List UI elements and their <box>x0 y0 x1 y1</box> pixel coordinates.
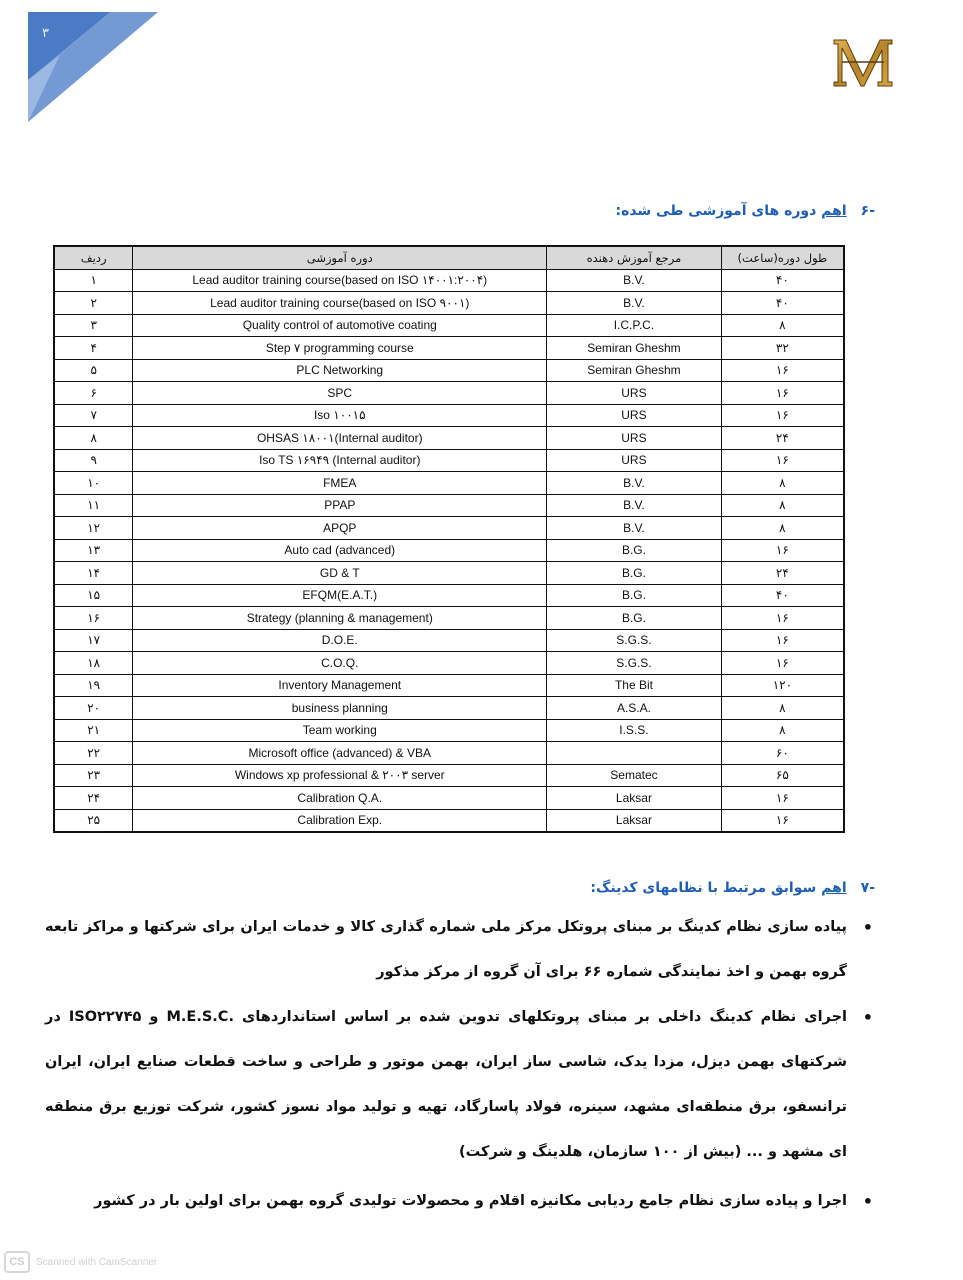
section-6-title: دوره های آموزشی طی شده: <box>615 203 822 219</box>
cell-provider: A.S.A. <box>547 697 722 720</box>
cell-row-number: ۱۲ <box>54 517 133 540</box>
cell-hours: ۱۶ <box>721 629 844 652</box>
page-number: ۳ <box>42 26 49 41</box>
table-row <box>54 809 844 832</box>
cell-course: Microsoft office (advanced) & VBA <box>133 742 547 765</box>
cell-hours: ۴۰ <box>721 269 844 292</box>
cell-course: Quality control of automotive coating <box>133 314 547 337</box>
cell-hours: ۲۴ <box>721 562 844 585</box>
table-row <box>54 269 844 292</box>
cell-course: EFQM(E.A.T.) <box>133 584 547 607</box>
table-row <box>54 359 844 382</box>
cell-course: business planning <box>133 697 547 720</box>
cell-row-number: ۱۵ <box>54 584 133 607</box>
table-row <box>54 562 844 585</box>
cell-course: PPAP <box>133 494 547 517</box>
cell-hours: ۱۶ <box>721 607 844 630</box>
cell-row-number: ۷ <box>54 404 133 427</box>
cell-hours: ۸ <box>721 494 844 517</box>
cell-provider: I.S.S. <box>547 719 722 742</box>
section-7-title: سوابق مرتبط با نظامهای کدینگ: <box>590 880 822 896</box>
cell-row-number: ۳ <box>54 314 133 337</box>
cell-course: FMEA <box>133 472 547 495</box>
table-row <box>54 584 844 607</box>
table-row <box>54 787 844 810</box>
cell-row-number: ۱۷ <box>54 629 133 652</box>
cell-provider: B.G. <box>547 539 722 562</box>
header-hours: طول دوره(ساعت) <box>721 246 844 269</box>
section-7-number: -۷ <box>860 880 875 896</box>
cell-hours: ۳۲ <box>721 337 844 360</box>
cell-hours: ۸ <box>721 697 844 720</box>
camscanner-text: Scanned with CamScanner <box>36 1256 158 1268</box>
cell-provider: B.G. <box>547 584 722 607</box>
list-item: • اجرا و پیاده سازی نظام جامع ردیابی مکانیزه اقلام و محصولات تولیدی گروه بهمن برای اولین بار در کشور <box>45 1179 875 1224</box>
table-row <box>54 472 844 495</box>
table-row <box>54 674 844 697</box>
list-item: • پیاده سازی نظام کدینگ بر مبنای پروتکل مرکز ملی شماره گذاری کالا و خدمات ایران برای شرکتها و مراکز تابعه گروه بهمن و اخذ نمایندگی شماره ۶۶ برای آن گروه از مرکز مذکور <box>45 905 875 995</box>
cell-course: Team working <box>133 719 547 742</box>
table-row <box>54 494 844 517</box>
cell-row-number: ۱۳ <box>54 539 133 562</box>
cell-provider: Sematec <box>547 764 722 787</box>
table-row <box>54 764 844 787</box>
cell-row-number: ۵ <box>54 359 133 382</box>
header-course: دوره آموزشی <box>133 246 547 269</box>
cell-provider: I.C.P.C. <box>547 314 722 337</box>
cell-hours: ۱۶ <box>721 382 844 405</box>
table-row <box>54 382 844 405</box>
corner-decoration <box>0 0 170 130</box>
table-row <box>54 292 844 315</box>
section-6-number: -۶ <box>860 203 875 219</box>
cell-provider: B.V. <box>547 494 722 517</box>
cell-hours: ۸ <box>721 472 844 495</box>
cell-hours: ۱۶ <box>721 404 844 427</box>
table-row <box>54 742 844 765</box>
cell-row-number: ۸ <box>54 427 133 450</box>
cell-hours: ۶۵ <box>721 764 844 787</box>
cell-hours: ۱۶ <box>721 359 844 382</box>
cell-course: Auto cad (advanced) <box>133 539 547 562</box>
cell-provider: B.G. <box>547 607 722 630</box>
cell-course: C.O.Q. <box>133 652 547 675</box>
cell-hours: ۴۰ <box>721 584 844 607</box>
cell-row-number: ۱۰ <box>54 472 133 495</box>
cell-course: APQP <box>133 517 547 540</box>
cell-row-number: ۶ <box>54 382 133 405</box>
table-row <box>54 539 844 562</box>
cell-course: GD & T <box>133 562 547 585</box>
cell-hours: ۱۶ <box>721 539 844 562</box>
cell-row-number: ۲ <box>54 292 133 315</box>
table-row <box>54 652 844 675</box>
cell-provider: Semiran Gheshm <box>547 337 722 360</box>
camscanner-watermark <box>4 1251 157 1273</box>
table-header-row <box>54 246 844 269</box>
cell-row-number: ۲۲ <box>54 742 133 765</box>
cell-course: SPC <box>133 382 547 405</box>
cell-course: Inventory Management <box>133 674 547 697</box>
cell-provider: URS <box>547 427 722 450</box>
cell-course: Step ۷ programming course <box>133 337 547 360</box>
cell-provider: B.V. <box>547 517 722 540</box>
table-row <box>54 427 844 450</box>
cell-provider <box>547 742 722 765</box>
cell-course: Iso TS ۱۶۹۴۹ (Internal auditor) <box>133 449 547 472</box>
cell-hours: ۶۰ <box>721 742 844 765</box>
table-row <box>54 629 844 652</box>
cell-row-number: ۱۱ <box>54 494 133 517</box>
cell-provider: B.V. <box>547 472 722 495</box>
cell-hours: ۱۶ <box>721 652 844 675</box>
cell-provider: Laksar <box>547 787 722 810</box>
cell-course: Windows xp professional & ۲۰۰۳ server <box>133 764 547 787</box>
cell-course: D.O.E. <box>133 629 547 652</box>
list-item: • اجرای نظام کدینگ داخلی بر مبنای پروتکلهای تدوین شده بر اساس استانداردهای .M.E.S.C و ISO۲۲۷۴۵ در شرکتهای بهمن دیزل، مزدا یدک، شاسی ساز ایران، بهمن موتور و طراحی و ساخت قطعات صنایع ایران، ایران ترانسفو، برق منطقه‌ای مشهد، سینره، فولاد پاسارگاد، تهیه و تولید مواد نسوز کشور، شرکت توزیع برق منطقه ای مشهد و ... (بیش از ۱۰۰ سازمان، هلدینگ و شرکت) <box>45 995 875 1175</box>
cell-row-number: ۲۳ <box>54 764 133 787</box>
cell-provider: S.G.S. <box>547 629 722 652</box>
cell-course: Iso ۱۰۰۱۵ <box>133 404 547 427</box>
section-6-title-underlined: اهم <box>821 203 847 219</box>
cell-course: Lead auditor training course(based on ISO ۱۴۰۰۱:۲۰۰۴) <box>133 269 547 292</box>
cell-course: PLC Networking <box>133 359 547 382</box>
header-provider: مرجع آموزش دهنده <box>547 246 722 269</box>
cell-row-number: ۹ <box>54 449 133 472</box>
cell-course: Calibration Exp. <box>133 809 547 832</box>
cell-row-number: ۱۸ <box>54 652 133 675</box>
coding-experience-list <box>45 905 875 1224</box>
cell-hours: ۱۶ <box>721 449 844 472</box>
table-row <box>54 404 844 427</box>
table-row <box>54 697 844 720</box>
cell-course: Lead auditor training course(based on ISO ۹۰۰۱) <box>133 292 547 315</box>
company-logo-icon <box>828 36 898 90</box>
cell-hours: ۱۶ <box>721 787 844 810</box>
cell-row-number: ۱۴ <box>54 562 133 585</box>
cell-row-number: ۲۴ <box>54 787 133 810</box>
table-row <box>54 337 844 360</box>
cell-provider: B.V. <box>547 292 722 315</box>
cell-row-number: ۲۱ <box>54 719 133 742</box>
cell-provider: The Bit <box>547 674 722 697</box>
cell-course: Calibration Q.A. <box>133 787 547 810</box>
cell-hours: ۲۴ <box>721 427 844 450</box>
camscanner-icon: CS <box>4 1251 30 1273</box>
cell-hours: ۸ <box>721 314 844 337</box>
cell-provider: S.G.S. <box>547 652 722 675</box>
cell-hours: ۸ <box>721 719 844 742</box>
cell-course: Strategy (planning & management) <box>133 607 547 630</box>
section-6-heading <box>615 203 875 219</box>
table-row <box>54 719 844 742</box>
cell-provider: URS <box>547 449 722 472</box>
table-row <box>54 314 844 337</box>
cell-hours: ۴۰ <box>721 292 844 315</box>
cell-course: OHSAS ۱۸۰۰۱(Internal auditor) <box>133 427 547 450</box>
table-row <box>54 449 844 472</box>
training-courses-table <box>53 245 845 833</box>
section-7-title-underlined: اهم <box>821 880 847 896</box>
cell-provider: B.V. <box>547 269 722 292</box>
cell-provider: Laksar <box>547 809 722 832</box>
cell-provider: URS <box>547 404 722 427</box>
cell-provider: B.G. <box>547 562 722 585</box>
cell-provider: Semiran Gheshm <box>547 359 722 382</box>
cell-row-number: ۱ <box>54 269 133 292</box>
cell-row-number: ۱۶ <box>54 607 133 630</box>
cell-row-number: ۴ <box>54 337 133 360</box>
cell-row-number: ۲۰ <box>54 697 133 720</box>
cell-row-number: ۱۹ <box>54 674 133 697</box>
cell-hours: ۸ <box>721 517 844 540</box>
header-row: ردیف <box>54 246 133 269</box>
cell-hours: ۱۲۰ <box>721 674 844 697</box>
table-row <box>54 517 844 540</box>
table-row <box>54 607 844 630</box>
section-7-heading <box>590 880 875 896</box>
cell-row-number: ۲۵ <box>54 809 133 832</box>
cell-provider: URS <box>547 382 722 405</box>
cell-hours: ۱۶ <box>721 809 844 832</box>
